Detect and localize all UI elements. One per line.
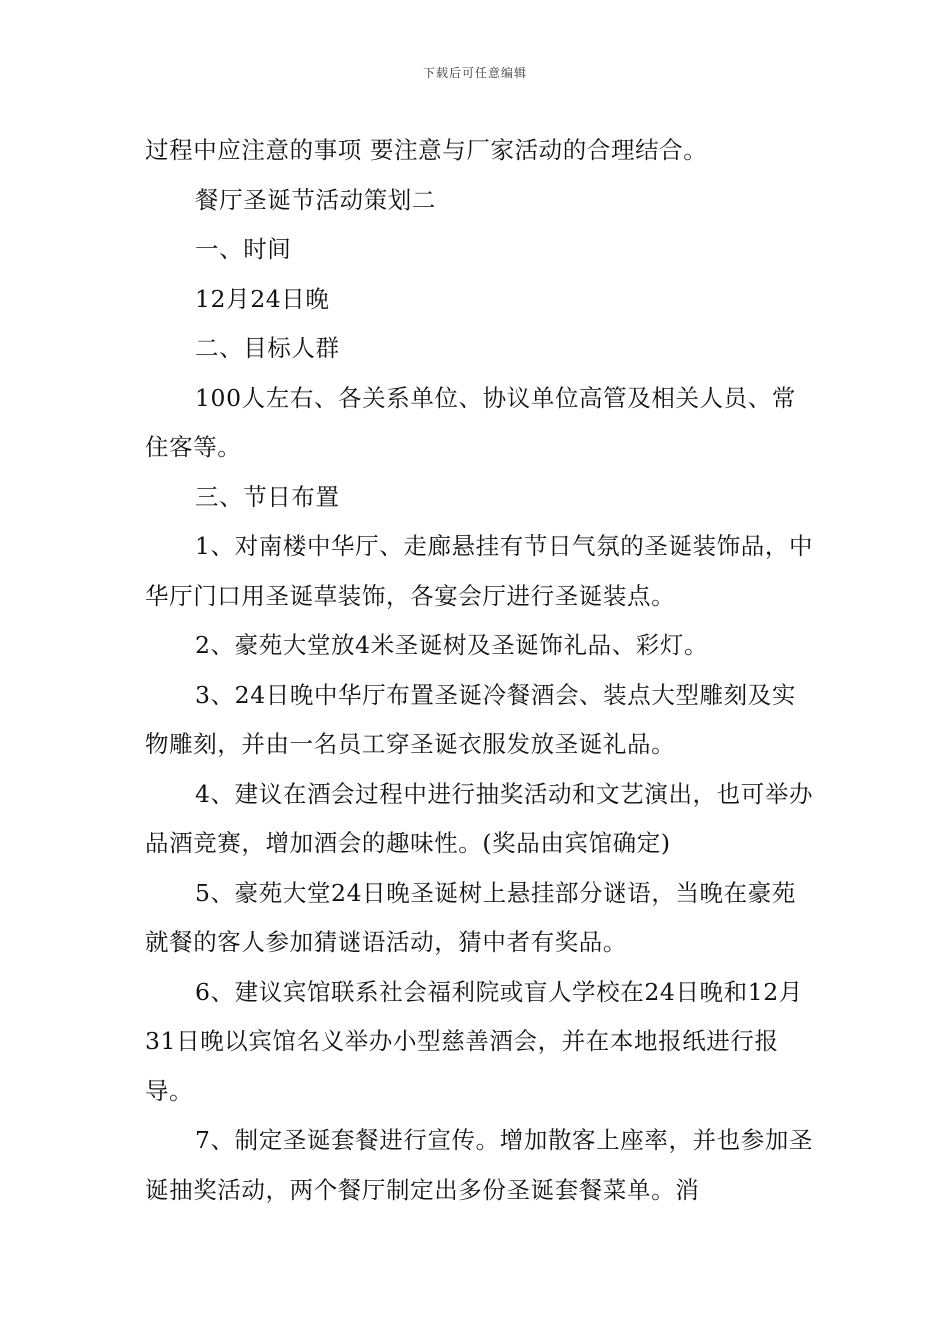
paragraph-date: 12月24日晚: [195, 284, 330, 313]
section-title: 餐厅圣诞节活动策划二: [195, 185, 436, 214]
list-item-7: 7、制定圣诞套餐进行宣传。增加散客上座率，并也参加圣诞抽奖活动，两个餐厅制定出多份圣诞套餐菜单。消: [145, 1126, 814, 1204]
list-item-3: 3、24日晚中华厅布置圣诞冷餐酒会、装点大型雕刻及实物雕刻，并由一名员工穿圣诞衣服发放圣诞礼品。: [145, 680, 796, 758]
paragraph: 过程中应注意的事项 要注意与厂家活动的合理结合。: [145, 136, 708, 164]
list-item-2: 2、豪苑大堂放4米圣诞树及圣诞饰礼品、彩灯。: [195, 631, 709, 659]
list-item-6: 6、建议宾馆联系社会福利院或盲人学校在24日晚和12月31日晚以宾馆名义举办小型慈善酒会，并在本地报纸进行报导。: [145, 977, 803, 1105]
heading-decoration: 三、节日布置: [195, 482, 340, 511]
heading-target-audience: 二、目标人群: [195, 334, 340, 362]
list-item-5: 5、豪苑大堂24日晚圣诞树上悬挂部分谜语，当晚在豪苑就餐的客人参加猜谜语活动，猜中者有奖品。: [145, 878, 796, 956]
document-body: [145, 126, 815, 1215]
paragraph-audience: 100人左右、各关系单位、协议单位高管及相关人员、常住客等。: [145, 383, 796, 461]
list-item-1: 1、对南楼中华厅、走廊悬挂有节日气氛的圣诞装饰品，中华厅门口用圣诞草装饰，各宴会厅进行圣诞装点。: [145, 532, 814, 610]
heading-time: 一、时间: [195, 235, 292, 263]
list-item-4: 4、建议在酒会过程中进行抽奖活动和文艺演出，也可举办品酒竞赛，增加酒会的趣味性。(奖品由宾馆确定): [145, 779, 814, 857]
page-header: 下载后可任意编辑: [422, 66, 527, 80]
